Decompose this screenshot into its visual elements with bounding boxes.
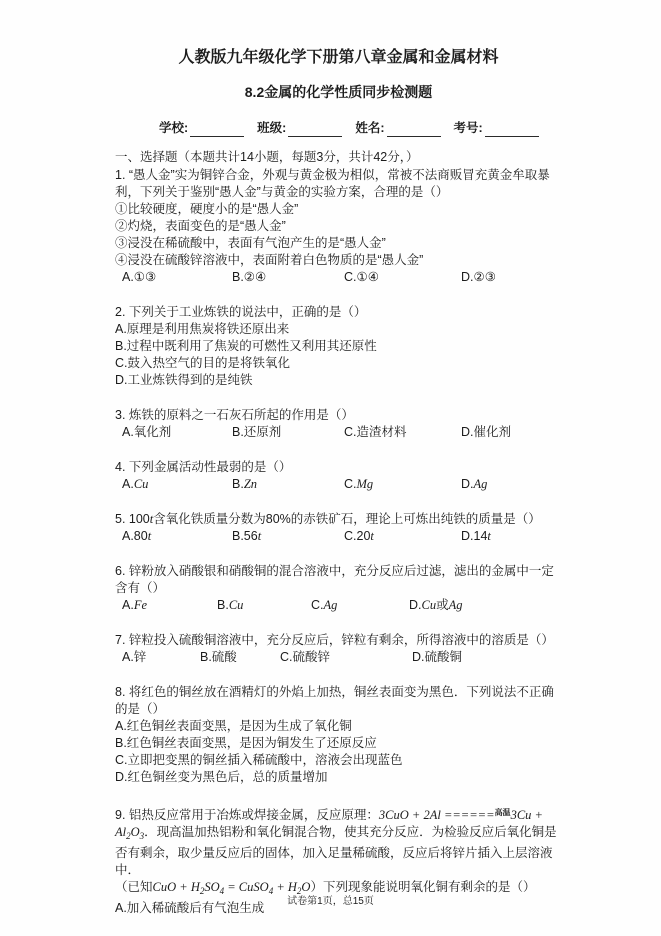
- q4-stem: 4. 下列金属活动性最弱的是（）: [115, 460, 292, 474]
- examno-label: 考号:: [453, 121, 483, 135]
- q8-option-c: C.立即把变黑的铜丝插入稀硫酸中，溶液会出现蓝色: [115, 753, 403, 767]
- question-7: [115, 632, 562, 666]
- q7-stem: 7. 锌粒投入硫酸铜溶液中，充分反应后，锌粒有剩余，所得溶液中的溶质是（）: [115, 633, 554, 647]
- q2-option-c: C.鼓入热空气的目的是将铁氧化: [115, 356, 291, 370]
- q8-option-b: B.红色铜丝表面变黑，是因为铜发生了还原反应: [115, 736, 377, 750]
- school-blank: [190, 123, 244, 137]
- q3-options-row: [122, 424, 562, 441]
- q1-stem: 1. “愚人金”实为铜锌合金，外观与黄金极为相似，常被不法商贩冒充黄金牟取暴利，下列关于鉴别“愚人金”与黄金的实验方案，合理的是（）: [115, 168, 550, 199]
- q9-option-a: A.加入稀硫酸后有气泡生成: [115, 901, 265, 915]
- q5-option-c: C.20t: [344, 529, 374, 543]
- question-1: [115, 167, 562, 286]
- q1-option-d: D.②③: [461, 270, 496, 284]
- school-label: 学校:: [159, 121, 189, 135]
- q1-option-a: A.①③: [122, 270, 157, 284]
- q5-option-d: D.14t: [461, 529, 491, 543]
- q6-option-c: C.Ag: [311, 598, 338, 612]
- q9-stem: 9. 铝热反应常用于冶炼或焊接金属，反应原理：$3CuO + 2Al ======^{高温}3Cu + Al_2O_3$．现高温加热铝粉和氧化铜混合物，使其充分反应．为检验反应后氧化铜是否有剩余，取少量反应后的固体，加入足量稀硫酸，反应后将锌片插入上层溶液中．: [115, 808, 557, 877]
- q7-options-row: [122, 649, 562, 666]
- q2-stem: 2. 下列关于工业炼铁的说法中，正确的是（）: [115, 305, 367, 319]
- q5-option-a: A.80t: [122, 529, 152, 543]
- question-4: [115, 459, 562, 493]
- name-blank: [387, 123, 441, 137]
- class-label: 班级:: [257, 121, 287, 135]
- question-5: [115, 511, 562, 545]
- examno-field: [454, 120, 539, 137]
- q7-option-b: B.硫酸: [200, 650, 237, 664]
- q2-option-a: A.原理是利用焦炭将铁还原出来: [115, 322, 290, 336]
- q7-option-a: A.锌: [122, 650, 147, 664]
- class-field: [257, 120, 342, 137]
- q4-option-c: C.Mg: [344, 477, 374, 491]
- question-2: [115, 304, 562, 389]
- q4-option-a: A.Cu: [122, 477, 149, 491]
- q1-option-b: B.②④: [232, 270, 267, 284]
- q1-item-3: ③浸没在稀硫酸中，表面有气泡产生的是“愚人金”: [115, 236, 386, 250]
- question-3: [115, 407, 562, 441]
- q3-option-d: D.催化剂: [461, 425, 512, 439]
- class-blank: [288, 123, 342, 137]
- q2-option-d: D.工业炼铁得到的是纯铁: [115, 373, 253, 387]
- name-label: 姓名:: [355, 121, 385, 135]
- student-info-line: [159, 120, 562, 137]
- q8-option-a: A.红色铜丝表面变黑，是因为生成了氧化铜: [115, 719, 352, 733]
- q6-options-row: [122, 597, 562, 614]
- q3-option-c: C.造渣材料: [344, 425, 407, 439]
- q5-options-row: [122, 528, 562, 545]
- q8-stem: 8. 将红色的铜丝放在酒精灯的外焰上加热，铜丝表面变为黑色．下列说法不正确的是（）: [115, 685, 554, 716]
- q6-option-b: B.Cu: [217, 598, 244, 612]
- q7-option-d: D.硫酸铜: [412, 650, 463, 664]
- q6-stem: 6. 锌粉放入硝酸银和硝酸铜的混合溶液中，充分反应后过滤，滤出的金属中一定含有（）: [115, 564, 554, 595]
- q4-options-row: [122, 476, 562, 493]
- q9-stem-known: （已知CuO + $H_2SO_4$ = CuSO$_4$ + $H_2O$）下列现象能说明氧化铜有剩余的是（）: [115, 880, 536, 896]
- school-field: [159, 120, 244, 137]
- document-title: 人教版九年级化学下册第八章金属和金属材料: [178, 49, 499, 66]
- name-field: [355, 120, 440, 137]
- q6-option-d: D.Cu或Ag: [409, 598, 463, 612]
- q1-item-1: ①比较硬度，硬度小的是“愚人金”: [115, 202, 299, 216]
- section-header: 一、选择题（本题共计14小题，每题3分，共计42分，）: [115, 150, 419, 164]
- q2-option-b: B.过程中既利用了焦炭的可燃性又利用其还原性: [115, 339, 377, 353]
- examno-blank: [485, 123, 539, 137]
- question-6: [115, 563, 562, 614]
- page-footer: 试卷第1页，总15页: [287, 896, 374, 907]
- q8-option-d: D.红色铜丝变为黑色后，总的质量增加: [115, 770, 328, 784]
- q5-option-b: B.56t: [232, 529, 262, 543]
- q7-option-c: C.硫酸锌: [280, 650, 331, 664]
- q5-stem: 5. 100t含氧化铁质量分数为80%的赤铁矿石，理论上可炼出纯铁的质量是（）: [115, 512, 541, 526]
- q1-item-2: ②灼烧，表面变色的是“愚人金”: [115, 219, 286, 233]
- q6-option-a: A.Fe: [122, 598, 147, 612]
- q4-option-d: D.Ag: [461, 477, 488, 491]
- q4-option-b: B.Zn: [232, 477, 258, 491]
- q3-stem: 3. 炼铁的原料之一石灰石所起的作用是（）: [115, 408, 354, 422]
- q1-item-4: ④浸没在硫酸锌溶液中，表面附着白色物质的是“愚人金”: [115, 253, 424, 267]
- q3-option-a: A.氧化剂: [122, 425, 172, 439]
- q1-option-c: C.①④: [344, 270, 379, 284]
- q1-options-row: [122, 269, 562, 286]
- q3-option-b: B.还原剂: [232, 425, 282, 439]
- question-8: [115, 684, 562, 786]
- document-subtitle: 8.2金属的化学性质同步检测题: [244, 84, 433, 100]
